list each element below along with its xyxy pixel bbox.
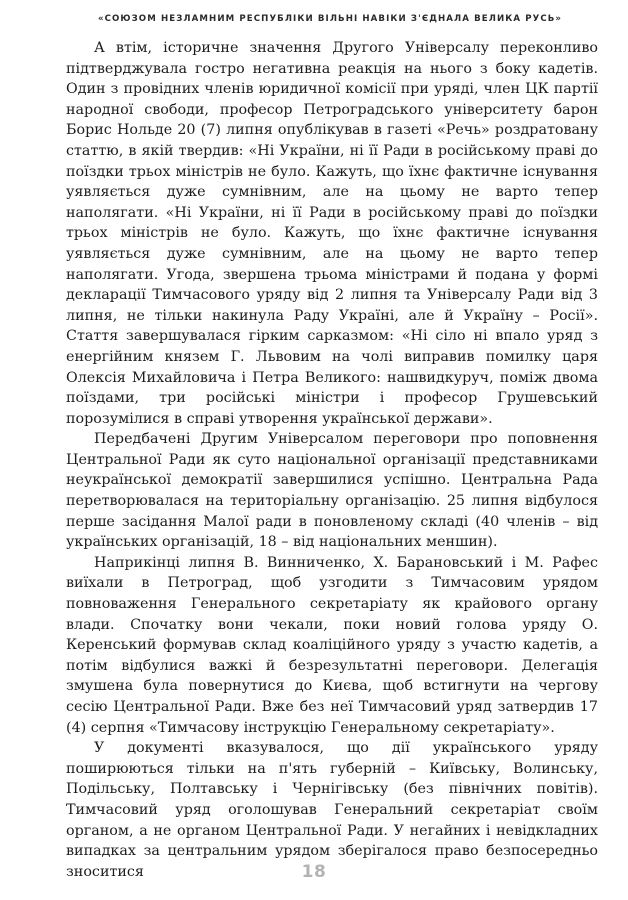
paragraph-nolde-reaction: А втім, історичне значення Другого Універсалу переконливо підтверджувала гостро негативна реакція на нього з боку кадетів. Один з провідних членів юридичної комісії при уряді, член ЦК партії народної свободи, професор Петроградського університету барон Борис Нольде 20 (7) липня опублікував в газеті «Речь» роздратовану статтю, в якій твердив: «Ні України, ні її Ради в російському праві до поїздки трьох міністрів не було. Кажуть, що їхнє фактичне існування уявляється дуже сумнівним, але на цьому не варто тепер наполягати. «Ні України, ні її Ради в російському праві до поїздки трьох міністрів не було. Кажуть, що їхнє фактичне існування уявляється дуже сумнівним, але на цьому не варто тепер наполягати. Угода, звершена трьома міністрами й подана у формі декларації Тимчасового уряду від 2 липня та Універсалу Ради від 3 липня, не тільки накинула Раду Україні, але й Україну – Росії». Стаття завершувалася гірким сарказмом: «Ні сіло ні впало уряд з енергійним князем Г. Львовим на чолі виправив помилку царя Олексія Михайловича і Петра Великого: нашвидкуруч, поміж двома поїздами, три російські міністри і професор Грушевський порозумілися в справі утворення української держави».	[66, 40, 598, 427]
page-number: 18	[301, 862, 327, 882]
running-header: «СОЮЗОМ НЕЗЛАМНИМ РЕСПУБЛІКИ ВІЛЬНІ НАВІКИ З'ЄДНАЛА ВЕЛИКА РУСЬ»	[97, 14, 563, 24]
paragraph-instruction-document: У документі вказувалося, що дії українського уряду поширюються тільки на п'ять губерній – Київську, Волинську, Подільську, Полтавську і Чернігівську (без північних повітів). Тимчасовий уряд оголошував Генеральний секретаріат своїм органом, а не органом Центральної Ради. У негайних і невідкладних випадках за центральним урядом зберігалося право безпосередньо зноситися	[66, 740, 598, 880]
body-text	[66, 38, 598, 882]
paragraph-petrograd-delegation: Наприкінці липня В. Винниченко, Х. Барановський і М. Рафес виїхали в Петроград, щоб узгодити з Тимчасовим урядом повноваження Генерального секретаріату як крайового органу влади. Спочатку вони чекали, поки новий голова уряду О. Керенський формував склад коаліційного уряду з участю кадетів, а потім відбулися важкі й безрезультатні переговори. Делегація змушена була повернутися до Києва, щоб встигнути на чергову сесію Центральної Ради. Вже без неї Тимчасовий уряд затвердив 17 (4) серпня «Тимчасову інструкцію Генеральному секретаріату».	[66, 554, 598, 736]
paragraph-rada-expansion: Передбачені Другим Універсалом переговори про поповнення Центральної Ради як суто національної організації представниками неукраїнської демократії завершилися успішно. Центральна Рада перетворювалася на територіальну організацію. 25 липня відбулося перше засідання Малої ради в поновленому складі (40 членів – від українських організацій, 18 – від національних меншин).	[66, 431, 598, 551]
